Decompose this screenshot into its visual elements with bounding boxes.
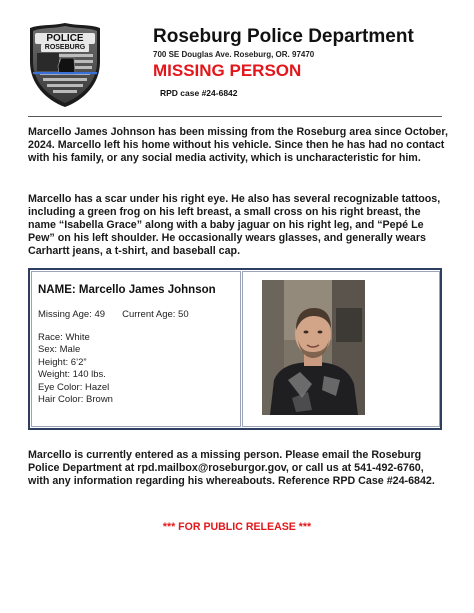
- missing-summary-paragraph: Marcello James Johnson has been missing from the Roseburg area since October, 2024. Marcello left his home without his vehicle. Since then he has had no contact with his family, or any social media activity, which is uncharacteristic for him.: [28, 126, 448, 164]
- hair-color: Hair Color: Brown: [38, 394, 113, 406]
- person-photo: [262, 280, 365, 415]
- missing-age: Missing Age: 49: [38, 309, 106, 320]
- height: Height: 6’2”: [38, 356, 87, 368]
- public-release-notice: *** FOR PUBLIC RELEASE ***: [162, 521, 312, 533]
- person-info-box: [28, 268, 442, 430]
- physical-details: [38, 332, 113, 406]
- header-divider: [28, 116, 442, 117]
- department-address: 700 SE Douglas Ave. Roseburg, OR. 97470: [153, 50, 315, 59]
- department-name: Roseburg Police Department: [153, 26, 414, 47]
- current-age: Current Age: 50: [122, 309, 189, 320]
- badge-text-bottom: ROSEBURG: [44, 44, 86, 51]
- missing-person-title: MISSING PERSON: [153, 61, 302, 80]
- person-name: NAME: Marcello James Johnson: [38, 284, 216, 296]
- age-row: [38, 309, 189, 320]
- badge-text-top: POLICE: [46, 33, 84, 44]
- weight: Weight: 140 lbs.: [38, 369, 106, 381]
- eye-color: Eye Color: Hazel: [38, 381, 110, 393]
- contact-paragraph: Marcello is currently entered as a missing person. Please email the Roseburg Police Department at rpd.mailbox@roseburgor.gov, or call us at 541-492-6760, with any information regarding his whereabouts. Reference RPD Case #24-6842.: [28, 449, 435, 487]
- case-number: RPD case #24-6842: [160, 88, 238, 98]
- description-paragraph: Marcello has a scar under his right eye. He also has several recognizable tattoos, including a green frog on his left breast, a small cross on his right breast, the name “Isabella Grace” along with a baby jaguar on his right leg, and “Pepé Le Pew” on his left shoulder. He occasionally wears glasses, and generally wears Carhartt jeans, a t-shirt, and baseball cap.: [28, 193, 441, 257]
- sex: Sex: Male: [38, 344, 81, 356]
- race: Race: White: [38, 332, 90, 343]
- person-details-panel: [31, 271, 241, 427]
